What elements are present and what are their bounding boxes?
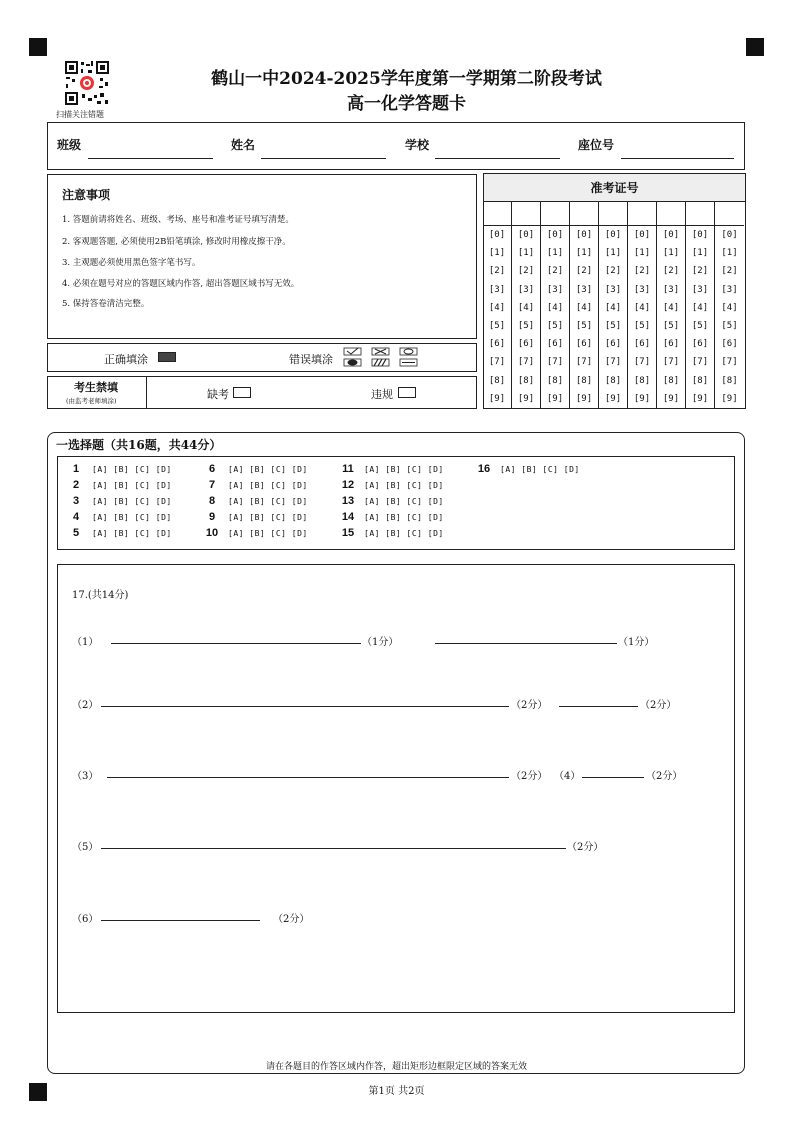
- ticket-digit-bubble[interactable]: [5]: [721, 320, 738, 331]
- ticket-digit-write-cell[interactable]: [570, 202, 598, 226]
- question-number: 13: [341, 495, 355, 507]
- answer-options[interactable]: [A] [B] [C] [D]: [228, 481, 308, 490]
- corner-marker-top-right: [746, 38, 764, 56]
- status-label: 考生禁填: [74, 381, 118, 394]
- ticket-digit-bubble[interactable]: [6]: [517, 339, 535, 350]
- ticket-digit-bubble[interactable]: [3]: [575, 284, 593, 295]
- answer-options[interactable]: [A] [B] [C] [D]: [92, 497, 172, 506]
- ticket-digit-write-cell[interactable]: [599, 202, 627, 226]
- ticket-digit-bubble[interactable]: [4]: [721, 302, 738, 313]
- notice-title: 注意事项: [62, 188, 111, 202]
- ticket-digit-bubble[interactable]: [7]: [488, 357, 506, 368]
- q17-part1-score-b: （1分）: [618, 637, 655, 648]
- ticket-digit-bubble[interactable]: [6]: [546, 339, 564, 350]
- ticket-digit-bubble[interactable]: [9]: [575, 393, 593, 404]
- ticket-digit-bubble[interactable]: [7]: [691, 357, 709, 368]
- ticket-digit-bubble[interactable]: [1]: [691, 248, 709, 259]
- ticket-digit-bubble[interactable]: [5]: [662, 320, 680, 331]
- name-field[interactable]: [261, 158, 386, 159]
- ticket-digit-bubble[interactable]: [2]: [488, 266, 506, 277]
- ticket-digit-bubble[interactable]: [3]: [691, 284, 709, 295]
- ticket-digit-bubble[interactable]: [7]: [633, 357, 651, 368]
- ticket-digit-bubble[interactable]: [9]: [662, 393, 680, 404]
- q17-part5-label: （5）: [72, 842, 99, 853]
- ticket-digit-bubble[interactable]: [2]: [575, 266, 593, 277]
- ticket-digit-bubble[interactable]: [9]: [721, 393, 738, 404]
- question-number: 15: [341, 527, 355, 539]
- ticket-digit-bubble[interactable]: [6]: [604, 339, 622, 350]
- question-number: 3: [72, 495, 80, 507]
- ticket-digit-bubble[interactable]: [2]: [517, 266, 535, 277]
- q17-part1-score-a: （1分）: [362, 637, 399, 648]
- q17-part4-answer[interactable]: [582, 777, 644, 778]
- ticket-digit-bubble[interactable]: [3]: [546, 284, 564, 295]
- ticket-digit-bubble[interactable]: [3]: [488, 284, 506, 295]
- ticket-digit-bubble[interactable]: [8]: [604, 375, 622, 386]
- ticket-digit-bubble[interactable]: [1]: [488, 248, 506, 259]
- qr-caption: 扫描关注错题: [56, 110, 104, 119]
- ticket-digit-bubble[interactable]: [9]: [633, 393, 651, 404]
- school-field[interactable]: [435, 158, 560, 159]
- wrong-fill-examples-icon: [343, 347, 419, 367]
- ticket-digit-bubble[interactable]: [7]: [517, 357, 535, 368]
- exam-title: 鹤山一中2024-2025学年度第一学期第二阶段考试: [211, 69, 602, 89]
- answer-options[interactable]: [A] [B] [C] [D]: [228, 513, 308, 522]
- q17-part1-answer-b[interactable]: [435, 643, 617, 644]
- correct-fill-swatch: [158, 352, 176, 362]
- ticket-digit-column: [628, 202, 657, 408]
- q17-part2-label: （2）: [72, 700, 99, 711]
- ticket-digit-write-cell[interactable]: [657, 202, 685, 226]
- notice-item: 4. 必须在题号对应的答题区域内作答, 超出答题区域书写无效。: [62, 279, 300, 289]
- q17-part2-answer-a[interactable]: [101, 706, 509, 707]
- question-number: 2: [72, 479, 80, 491]
- ticket-digit-bubble[interactable]: [5]: [575, 320, 593, 331]
- ticket-digit-write-cell[interactable]: [715, 202, 744, 226]
- answer-options[interactable]: [A] [B] [C] [D]: [92, 465, 172, 474]
- ticket-digit-bubble[interactable]: [4]: [691, 302, 709, 313]
- class-label: 班级: [57, 138, 82, 152]
- ticket-digit-bubble[interactable]: [1]: [517, 248, 535, 259]
- ticket-digit-bubble[interactable]: [6]: [488, 339, 506, 350]
- answer-options[interactable]: [A] [B] [C] [D]: [92, 513, 172, 522]
- ticket-digit-bubble[interactable]: [8]: [575, 375, 593, 386]
- ticket-digit-column: [715, 202, 744, 408]
- ticket-digit-bubble[interactable]: [3]: [517, 284, 535, 295]
- ticket-digit-bubble[interactable]: [4]: [604, 302, 622, 313]
- ticket-digit-bubble[interactable]: [4]: [517, 302, 535, 313]
- ticket-digit-bubble[interactable]: [5]: [488, 320, 506, 331]
- ticket-digit-column: [483, 202, 512, 408]
- q17-part6-label: （6）: [72, 914, 99, 925]
- ticket-digit-bubble[interactable]: [0]: [604, 230, 622, 240]
- ticket-digit-bubble[interactable]: [3]: [604, 284, 622, 295]
- page-number: 第1页 共2页: [368, 1086, 425, 1097]
- q17-header: 17.(共14分): [72, 590, 129, 601]
- answer-options[interactable]: [A] [B] [C] [D]: [500, 465, 580, 474]
- notice-item: 5. 保持答卷清洁完整。: [62, 299, 150, 309]
- answer-options[interactable]: [A] [B] [C] [D]: [92, 481, 172, 490]
- q17-part3-answer[interactable]: [107, 777, 509, 778]
- ticket-digit-bubble[interactable]: [7]: [546, 357, 564, 368]
- answer-options[interactable]: [A] [B] [C] [D]: [228, 497, 308, 506]
- ticket-digit-bubble[interactable]: [7]: [604, 357, 622, 368]
- ticket-digit-bubble[interactable]: [8]: [633, 375, 651, 386]
- question-number: 6: [208, 463, 216, 475]
- q17-part4-label: （4）: [554, 771, 581, 782]
- answer-options[interactable]: [A] [B] [C] [D]: [92, 529, 172, 538]
- corner-marker-top-left: [29, 38, 47, 56]
- q17-part3-score: （2分）: [511, 771, 548, 782]
- name-label: 姓名: [231, 138, 256, 152]
- ticket-digit-bubble[interactable]: [9]: [604, 393, 622, 404]
- correct-fill-label: 正确填涂: [104, 353, 148, 366]
- ticket-digit-column: [512, 202, 541, 408]
- q17-part6-score: （2分）: [273, 914, 310, 925]
- ticket-digit-column: [599, 202, 628, 408]
- ticket-digit-bubble[interactable]: [9]: [488, 393, 506, 404]
- ticket-digit-bubble[interactable]: [9]: [691, 393, 709, 404]
- class-field[interactable]: [88, 158, 213, 159]
- ticket-digit-write-cell[interactable]: [483, 202, 511, 226]
- ticket-digit-write-cell[interactable]: [628, 202, 656, 226]
- ticket-digit-bubble[interactable]: [8]: [691, 375, 709, 386]
- ticket-digit-bubble[interactable]: [4]: [575, 302, 593, 313]
- exam-subtitle: 高一化学答题卡: [347, 94, 466, 114]
- ticket-digit-bubble[interactable]: [5]: [691, 320, 709, 331]
- answer-options[interactable]: [A] [B] [C] [D]: [364, 481, 444, 490]
- question-number: 12: [341, 479, 355, 491]
- ticket-digit-bubble[interactable]: [1]: [604, 248, 622, 259]
- ticket-digit-bubble[interactable]: [5]: [517, 320, 535, 331]
- ticket-digit-bubble[interactable]: [0]: [517, 230, 535, 240]
- absent-label: 缺考: [207, 388, 229, 401]
- ticket-digit-bubble[interactable]: [2]: [633, 266, 651, 277]
- ticket-digit-bubble[interactable]: [2]: [721, 266, 738, 277]
- ticket-digit-column: [570, 202, 599, 408]
- ticket-digit-bubble[interactable]: [8]: [517, 375, 535, 386]
- footer-note: 请在各题目的作答区域内作答，超出矩形边框限定区域的答案无效: [265, 1062, 527, 1072]
- answer-options[interactable]: [A] [B] [C] [D]: [364, 513, 444, 522]
- ticket-digit-bubble[interactable]: [7]: [721, 357, 738, 368]
- ticket-digit-bubble[interactable]: [7]: [575, 357, 593, 368]
- ticket-digit-bubble[interactable]: [4]: [662, 302, 680, 313]
- ticket-digit-bubble[interactable]: [1]: [546, 248, 564, 259]
- violation-label: 违规: [371, 388, 393, 401]
- status-sublabel: (由监考老师填涂): [66, 397, 117, 405]
- ticket-digit-bubble[interactable]: [2]: [546, 266, 564, 277]
- ticket-digit-bubble[interactable]: [0]: [721, 230, 738, 240]
- ticket-digit-bubble[interactable]: [3]: [633, 284, 651, 295]
- ticket-digit-bubble[interactable]: [1]: [633, 248, 651, 259]
- student-info-box: [47, 122, 745, 170]
- ticket-digit-bubble[interactable]: [0]: [691, 230, 709, 240]
- ticket-digit-bubble[interactable]: [1]: [662, 248, 680, 259]
- q17-part5-answer[interactable]: [101, 848, 566, 849]
- school-label: 学校: [405, 138, 430, 152]
- q17-part2-answer-b[interactable]: [559, 706, 638, 707]
- ticket-digit-bubble[interactable]: [7]: [662, 357, 680, 368]
- question-number: 10: [205, 527, 219, 539]
- question-number: 8: [208, 495, 216, 507]
- ticket-digit-column: [686, 202, 715, 408]
- ticket-digit-bubble[interactable]: [9]: [517, 393, 535, 404]
- ticket-digit-column: [541, 202, 570, 408]
- ticket-digit-bubble[interactable]: [0]: [575, 230, 593, 240]
- ticket-digit-column: [657, 202, 686, 408]
- ticket-digit-bubble[interactable]: [1]: [575, 248, 593, 259]
- status-divider: [146, 376, 147, 409]
- question-number: 11: [342, 463, 354, 475]
- question-number: 1: [72, 463, 80, 475]
- ticket-digit-bubble[interactable]: [3]: [662, 284, 680, 295]
- q17-part6-answer[interactable]: [101, 920, 260, 921]
- notice-item: 3. 主观题必须使用黑色签字笔书写。: [62, 258, 201, 268]
- ticket-digit-bubble[interactable]: [0]: [546, 230, 564, 240]
- answer-options[interactable]: [A] [B] [C] [D]: [364, 465, 444, 474]
- ticket-digit-bubble[interactable]: [0]: [633, 230, 651, 240]
- ticket-digit-bubble[interactable]: [8]: [488, 375, 506, 386]
- ticket-digit-bubble[interactable]: [2]: [662, 266, 680, 277]
- question-number: 4: [72, 511, 80, 523]
- ticket-digit-bubble[interactable]: [6]: [691, 339, 709, 350]
- answer-options[interactable]: [A] [B] [C] [D]: [364, 497, 444, 506]
- ticket-digit-bubble[interactable]: [5]: [546, 320, 564, 331]
- multiple-choice-title: 一选择题（共16题，共44分）: [56, 438, 222, 452]
- seat-field[interactable]: [621, 158, 734, 159]
- notice-item: 1. 答题前请将姓名、班级、考场、座号和准考证号填写清楚。: [62, 215, 294, 225]
- ticket-digit-bubble[interactable]: [4]: [633, 302, 651, 313]
- notice-item: 2. 客观题答题, 必须使用2B铅笔填涂, 修改时用橡皮擦干净。: [62, 237, 291, 247]
- wrong-fill-label: 错误填涂: [289, 353, 333, 366]
- ticket-digit-write-cell[interactable]: [512, 202, 540, 226]
- seat-label: 座位号: [578, 138, 615, 152]
- question-number: 16: [477, 463, 491, 475]
- ticket-number-title: 准考证号: [484, 174, 745, 202]
- q17-part4-score: （2分）: [646, 771, 683, 782]
- ticket-digit-bubble[interactable]: [6]: [721, 339, 738, 350]
- q17-part1-label: （1）: [72, 637, 99, 648]
- question-number: 9: [208, 511, 216, 523]
- ticket-digit-bubble[interactable]: [6]: [633, 339, 651, 350]
- question-17-box: [57, 564, 735, 1013]
- ticket-digit-bubble[interactable]: [6]: [662, 339, 680, 350]
- q17-part3-label: （3）: [72, 771, 99, 782]
- ticket-digit-bubble[interactable]: [8]: [721, 375, 738, 386]
- violation-checkbox[interactable]: [398, 387, 416, 398]
- ticket-digit-bubble[interactable]: [4]: [546, 302, 564, 313]
- answer-options[interactable]: [A] [B] [C] [D]: [228, 529, 308, 538]
- ticket-digit-write-cell[interactable]: [686, 202, 714, 226]
- ticket-digit-bubble[interactable]: [2]: [604, 266, 622, 277]
- ticket-digit-bubble[interactable]: [4]: [488, 302, 506, 313]
- q17-part5-score: （2分）: [567, 842, 604, 853]
- ticket-digit-bubble[interactable]: [9]: [546, 393, 564, 404]
- question-number: 7: [208, 479, 216, 491]
- q17-part1-answer-a[interactable]: [111, 643, 361, 644]
- ticket-digit-bubble[interactable]: [2]: [691, 266, 709, 277]
- ticket-digit-bubble[interactable]: [3]: [721, 284, 738, 295]
- ticket-digit-bubble[interactable]: [6]: [575, 339, 593, 350]
- question-number: 14: [341, 511, 355, 523]
- q17-part2-score-b: （2分）: [640, 700, 677, 711]
- ticket-digit-bubble[interactable]: [5]: [633, 320, 651, 331]
- answer-options[interactable]: [A] [B] [C] [D]: [228, 465, 308, 474]
- answer-options[interactable]: [A] [B] [C] [D]: [364, 529, 444, 538]
- absent-checkbox[interactable]: [233, 387, 251, 398]
- q17-part2-score-a: （2分）: [511, 700, 548, 711]
- question-number: 5: [72, 527, 80, 539]
- ticket-digit-bubble[interactable]: [0]: [662, 230, 680, 240]
- ticket-digit-bubble[interactable]: [8]: [546, 375, 564, 386]
- ticket-digit-bubble[interactable]: [1]: [721, 248, 738, 259]
- ticket-digit-bubble[interactable]: [8]: [662, 375, 680, 386]
- ticket-digit-bubble[interactable]: [5]: [604, 320, 622, 331]
- ticket-digit-write-cell[interactable]: [541, 202, 569, 226]
- ticket-digit-bubble[interactable]: [0]: [488, 230, 506, 240]
